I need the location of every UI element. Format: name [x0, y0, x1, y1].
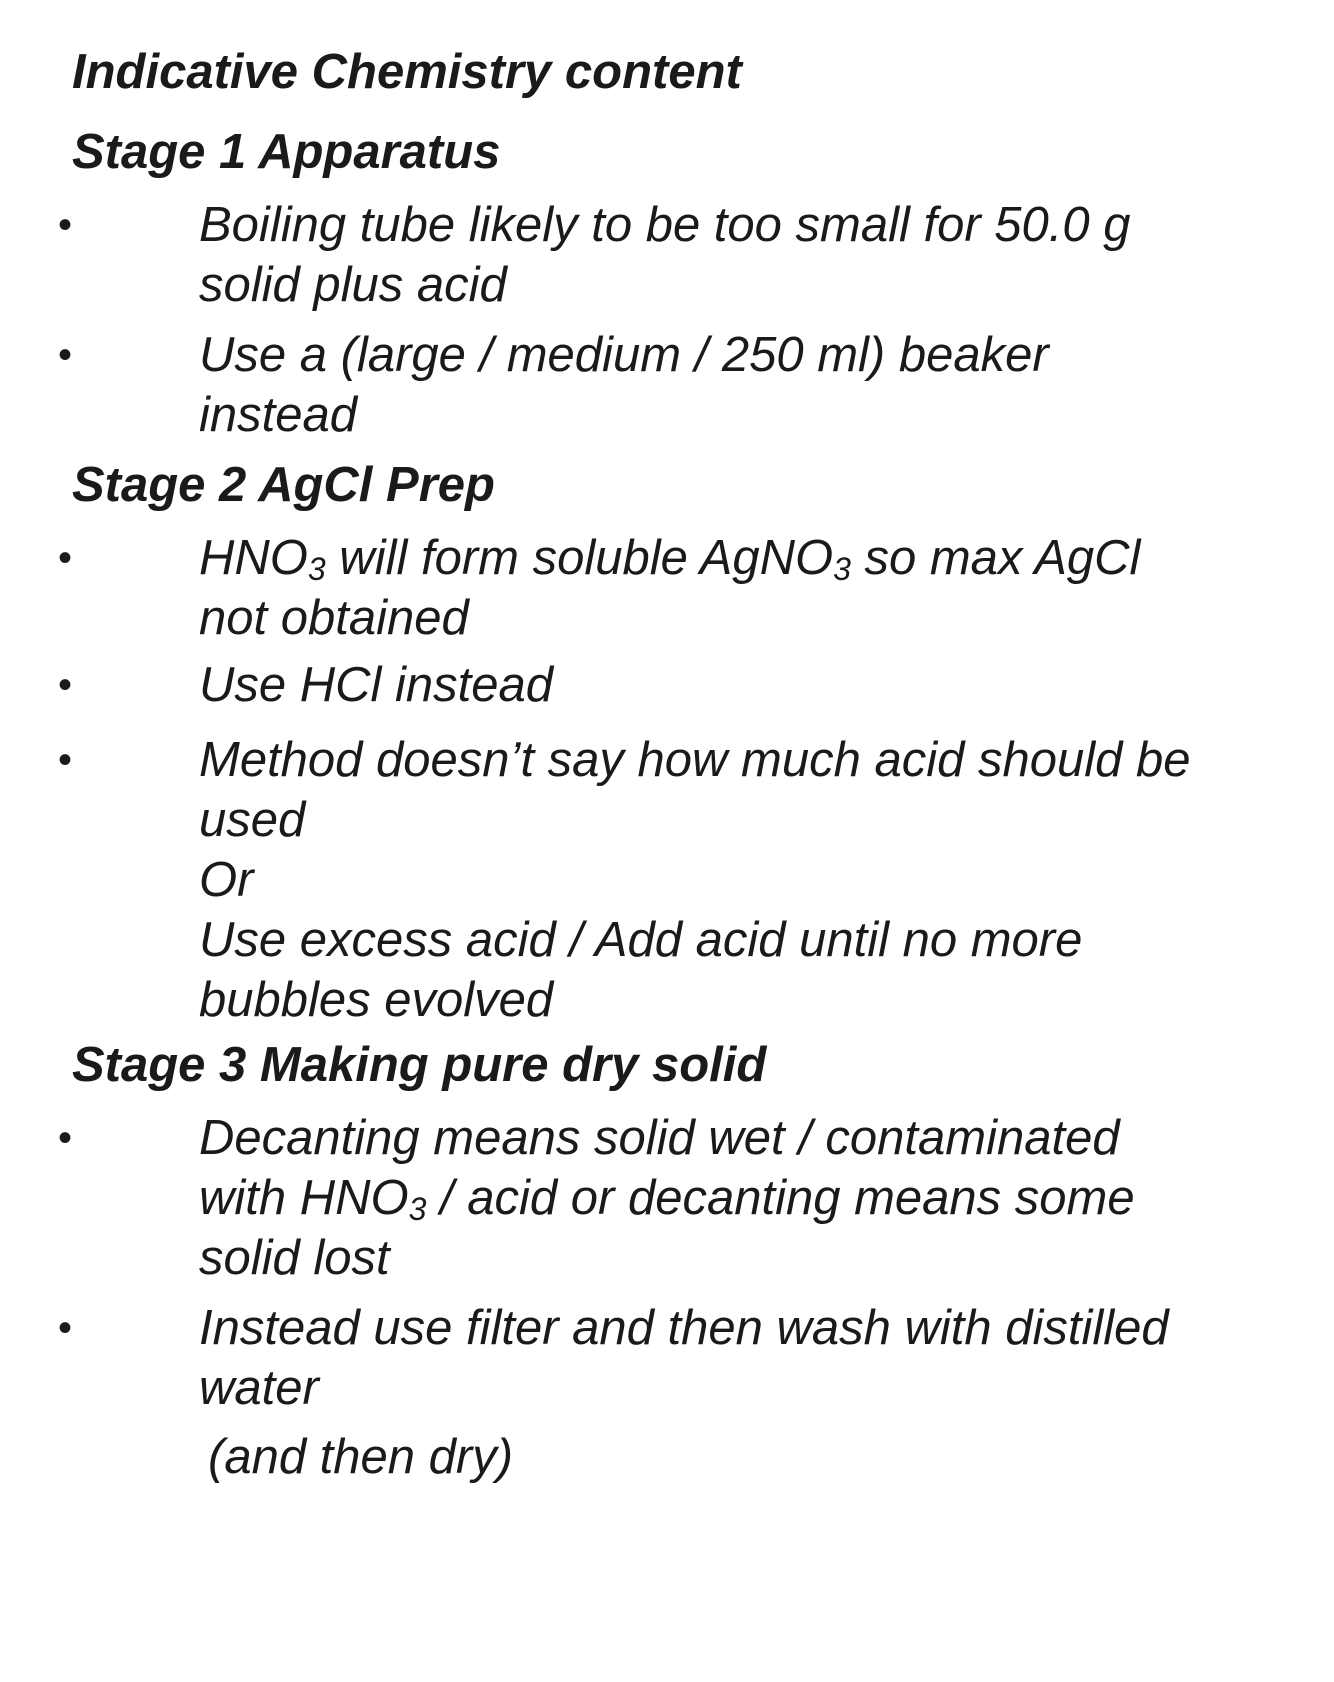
line: Or [199, 853, 254, 907]
line: Use HCl instead [199, 658, 554, 712]
line: with $HNO_3$ / acid or decanting means some [199, 1171, 1135, 1227]
line: instead [199, 388, 358, 442]
line: not obtained [199, 591, 469, 645]
bullet: • [58, 536, 73, 580]
stage-2-item-1 [199, 528, 1319, 648]
stage-3-heading: Stage 3 Making pure dry solid [72, 1038, 767, 1092]
page-title: Indicative Chemistry content [72, 45, 742, 99]
stage-3-item-2 [199, 1298, 1319, 1418]
bullet: • [58, 738, 73, 782]
line: Method doesn’t say how much acid should be [199, 733, 1191, 787]
stage-1-item-1 [199, 195, 1319, 315]
bullet: • [58, 663, 73, 707]
bullet: • [58, 1116, 73, 1160]
line: bubbles evolved [199, 973, 554, 1027]
stage-2-heading: Stage 2 AgCl Prep [72, 458, 495, 512]
bullet: • [58, 203, 73, 247]
line: Instead use filter and then wash with distilled [199, 1301, 1169, 1355]
bullet: • [58, 1306, 73, 1350]
line: solid lost [199, 1231, 390, 1285]
line: Use a (large / medium / 250 ml) beaker [199, 328, 1049, 382]
line: $HNO_3$ will form soluble AgNO$_3$ so max AgCl [199, 531, 1141, 587]
stage-3-note: (and then dry) [208, 1430, 514, 1484]
stage-2-item-2 [199, 655, 1319, 715]
line: Use excess acid / Add acid until no more [199, 913, 1083, 967]
stage-2-item-3 [199, 730, 1319, 1030]
line: Decanting means solid wet / contaminated [199, 1111, 1120, 1165]
line: used [199, 793, 306, 847]
stage-3-item-1 [199, 1108, 1319, 1288]
stage-1-heading: Stage 1 Apparatus [72, 125, 501, 179]
line: solid plus acid [199, 258, 507, 312]
bullet: • [58, 333, 73, 377]
stage-1-item-2 [199, 325, 1319, 445]
line: water [199, 1361, 319, 1415]
line: Boiling tube likely to be too small for 50.0 g [199, 198, 1131, 252]
